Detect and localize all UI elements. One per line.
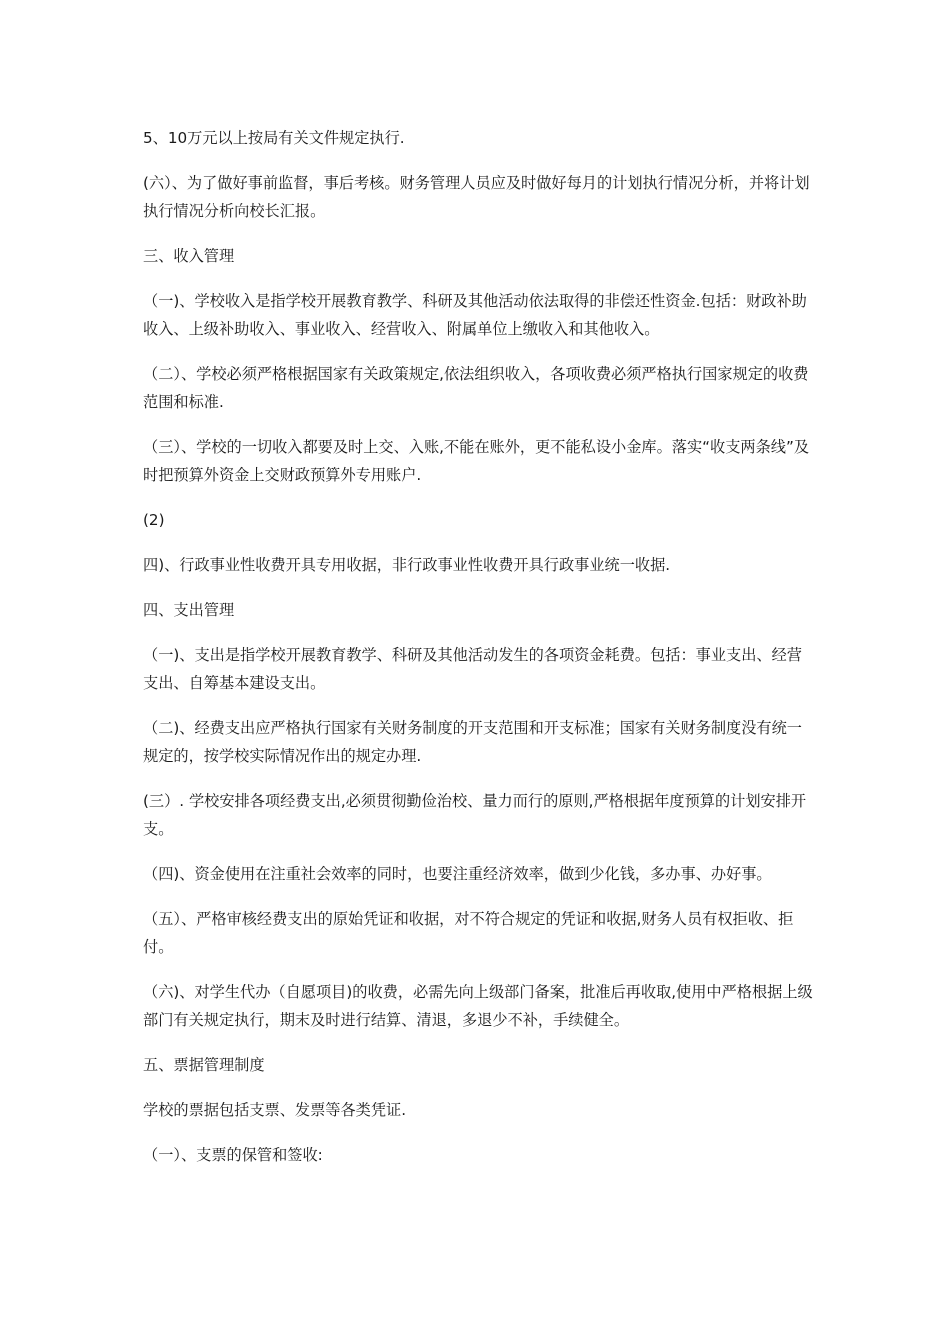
paragraph-amount-rule: 5、10万元以上按局有关文件规定执行. — [143, 129, 405, 147]
paragraph-voucher-review: （五）、严格审核经费支出的原始凭证和收据，对不符合规定的凭证和收据,财务人员有权拒收、拒付。 — [143, 910, 794, 956]
paragraph-expenditure-definition: （一)、支出是指学校开展教育教学、科研及其他活动发生的各项资金耗费。包括：事业支出、经营支出、自筹基本建设支出。 — [143, 646, 802, 692]
paragraph-fund-efficiency: （四)、资金使用在注重社会效率的同时，也要注重经济效率，做到少化钱，多办事、办好事。 — [143, 865, 772, 883]
paragraph-expenditure-standards: （二)、经费支出应严格执行国家有关财务制度的开支范围和开支标准；国家有关财务制度没有统一规定的，按学校实际情况作出的规定办理. — [143, 719, 802, 765]
paragraph-monthly-analysis: (六）、为了做好事前监督，事后考核。财务管理人员应及时做好每月的计划执行情况分析，并将计划执行情况分析向校长汇报。 — [143, 174, 810, 220]
paragraph-marker: (2) — [143, 511, 165, 529]
paragraph-student-fees: （六)、对学生代办（自愿项目)的收费，必需先向上级部门备案，批准后再收取,使用中严格根据上级部门有关规定执行，期末及时进行结算、清退，多退少不补，手续健全。 — [143, 983, 813, 1029]
section-heading-bills: 五、票据管理制度 — [143, 1056, 265, 1074]
section-heading-expenditure: 四、支出管理 — [143, 601, 235, 619]
section-heading-income: 三、收入管理 — [143, 247, 235, 265]
document-body — [143, 124, 815, 1186]
paragraph-expenditure-budget: (三）. 学校安排各项经费支出,必须贯彻勤俭治校、量力而行的原则,严格根据年度预算的计划安排开支。 — [143, 792, 807, 838]
paragraph-bill-types: 学校的票据包括支票、发票等各类凭证. — [143, 1101, 407, 1119]
paragraph-receipts: 四)、行政事业性收费开具专用收据，非行政事业性收费开具行政事业统一收据. — [143, 556, 671, 574]
paragraph-income-deposit: （三）、学校的一切收入都要及时上交、入账,不能在账外，更不能私设小金库。落实“收支两条线”及时把预算外资金上交财政预算外专用账户. — [143, 438, 810, 484]
paragraph-cheque-custody: （一）、支票的保管和签收: — [143, 1146, 323, 1164]
paragraph-income-definition: （一)、学校收入是指学校开展教育教学、科研及其他活动依法取得的非偿还性资金.包括：财政补助收入、上级补助收入、事业收入、经营收入、附属单位上缴收入和其他收入。 — [143, 292, 807, 338]
paragraph-income-policy: （二）、学校必须严格根据国家有关政策规定,依法组织收入，各项收费必须严格执行国家规定的收费范围和标准. — [143, 365, 809, 411]
